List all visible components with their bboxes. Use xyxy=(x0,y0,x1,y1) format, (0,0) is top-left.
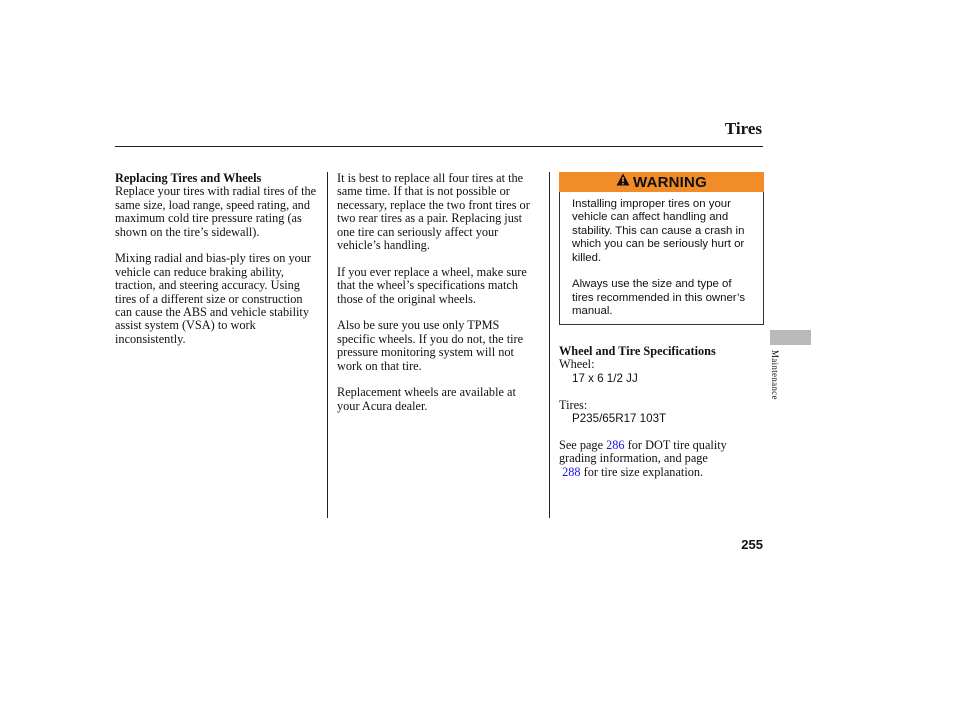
page-link-288[interactable]: 288 xyxy=(562,464,581,479)
column-1 xyxy=(115,172,321,360)
warning-label: WARNING xyxy=(633,173,707,191)
paragraph: Mixing radial and bias-ply tires on your vehicle can reduce braking ability, traction, and steering accuracy. Using tires of a different size or construction can cause the ABS and vehicle stability assist system (VSA) to work inconsistently. xyxy=(115,251,312,346)
section-heading-specs: Wheel and Tire Specifications xyxy=(559,344,716,358)
specifications-section xyxy=(559,345,764,479)
tires-label: Tires: xyxy=(559,397,588,412)
paragraph: If you ever replace a wheel, make sure that the wheel’s specifications match those of the original wheels. xyxy=(337,264,527,306)
section-tab xyxy=(770,330,811,345)
section-tab-label: Maintenance xyxy=(770,350,780,400)
page-title: Tires xyxy=(724,119,762,138)
paragraph: It is best to replace all four tires at the same time. If that is not possible or necessary, replace the two front tires or two rear tires as a pair. Replacing just one tire can seriously affect your vehicle’s handling. xyxy=(337,171,530,253)
wheel-value: 17 x 6 1/2 JJ xyxy=(572,371,638,385)
warning-text: Installing improper tires on your vehicle can affect handling and stability. This can cause a crash in which you can be seriously hurt or killed. xyxy=(572,198,745,264)
column-divider-2 xyxy=(549,172,550,518)
page-reference: See page 286 for DOT tire quality grading information, and page 288 for tire size explanation. xyxy=(559,437,727,479)
warning-triangle-icon xyxy=(616,173,630,191)
wheel-label: Wheel: xyxy=(559,357,595,372)
column-2 xyxy=(337,172,540,427)
page-number: 255 xyxy=(741,537,763,552)
page-link-286[interactable]: 286 xyxy=(606,437,625,452)
warning-header xyxy=(559,172,764,192)
warning-text: Always use the size and type of tires recommended in this owner’s manual. xyxy=(572,278,746,318)
paragraph: Replacement wheels are available at your Acura dealer. xyxy=(337,385,516,413)
paragraph: Also be sure you use only TPMS specific wheels. If you do not, the tire pressure monitoring system will not work on that tire. xyxy=(337,318,524,373)
paragraph: Replace your tires with radial tires of the same size, load range, speed rating, and maximum cold tire pressure rating (as shown on the tire’s sidewall). xyxy=(115,184,317,239)
header-rule xyxy=(115,146,763,147)
warning-box xyxy=(559,192,764,325)
column-divider-1 xyxy=(327,172,328,518)
section-heading-replacing: Replacing Tires and Wheels xyxy=(115,171,262,185)
tires-value: P235/65R17 103T xyxy=(572,412,667,426)
